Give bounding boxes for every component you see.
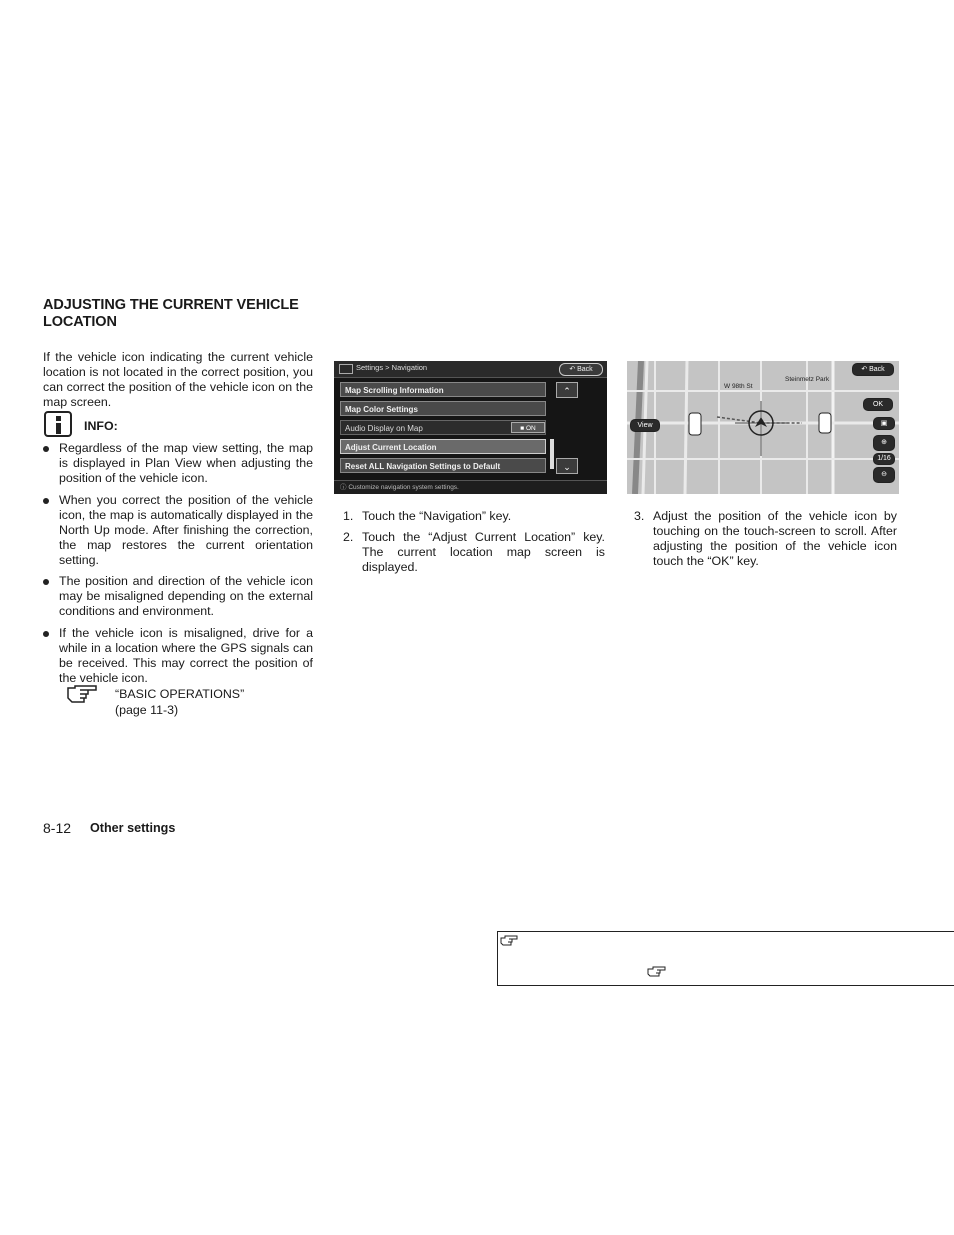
bullet-text: If the vehicle icon is misaligned, drive for a while in a location where the GPS signals can be received. This may correct the position of the vehicle icon.: [59, 626, 313, 685]
info-bullet: [43, 574, 313, 619]
bullet-text: Regardless of the map view setting, the map is displayed in Plan View when adjusting the position of the vehicle icon.: [59, 441, 313, 485]
step-item: [343, 530, 605, 575]
scale-label: 1/16: [873, 453, 895, 465]
zoom-out-icon[interactable]: ⊖: [873, 467, 895, 483]
breadcrumb: Settings > Navigation: [356, 363, 428, 372]
page-number: 8-12: [43, 820, 72, 836]
status-bar: [334, 480, 607, 494]
adjust-location-map-screen: [627, 361, 899, 494]
menu-item-reset-navigation-settings[interactable]: Reset ALL Navigation Settings to Default: [340, 458, 546, 473]
scrollbar[interactable]: [550, 439, 554, 469]
back-label: Back: [869, 366, 885, 373]
save-icon[interactable]: ▣: [873, 417, 895, 430]
reference-box: [497, 931, 954, 986]
zoom-in-icon[interactable]: ⊕: [873, 435, 895, 451]
reference-title: “BASIC OPERATIONS”: [115, 687, 245, 701]
bullet-text: The position and direction of the vehicle icon may be misaligned depending on the external conditions and environment.: [59, 574, 313, 618]
info-bullet: [43, 626, 313, 686]
info-bullet: [43, 493, 313, 568]
back-label: Back: [577, 366, 593, 373]
bullet-dot: [43, 446, 49, 452]
info-label: INFO:: [84, 419, 118, 433]
menu-icon[interactable]: [339, 364, 353, 374]
step-number: 1.: [343, 509, 354, 523]
step-text: Adjust the position of the vehicle icon by touching on the touch-screen to scroll. After adjusting the position of the vehicle icon touch the “OK” key.: [653, 509, 897, 568]
info-icon: [44, 411, 72, 437]
step-text: Touch the “Navigation” key.: [362, 509, 512, 523]
reference-link[interactable]: [115, 686, 244, 718]
info-small-icon: ⓘ: [340, 484, 349, 491]
park-label: Steinmetz Park: [785, 376, 830, 383]
menu-item-map-scrolling-information[interactable]: Map Scrolling Information: [340, 382, 546, 397]
settings-navigation-screen: [334, 361, 607, 494]
audio-display-toggle[interactable]: ■ ON: [511, 422, 545, 433]
bullet-dot: [43, 579, 49, 585]
step-number: 2.: [343, 530, 354, 544]
scroll-up-icon[interactable]: ⌃: [556, 382, 578, 398]
map-canvas[interactable]: [627, 361, 899, 494]
screen-header: [334, 361, 607, 378]
step-item: [634, 509, 897, 569]
ok-button[interactable]: OK: [863, 398, 893, 411]
status-text: Customize navigation system settings.: [348, 484, 459, 491]
toggle-label: ON: [525, 425, 536, 432]
bullet-dot: [43, 631, 49, 637]
menu-item-map-color-settings[interactable]: Map Color Settings: [340, 401, 546, 416]
pointing-hand-icon: [500, 935, 518, 947]
view-button[interactable]: View: [630, 419, 660, 432]
menu-item-label: Audio Display on Map: [345, 424, 423, 433]
bullet-text: When you correct the position of the vehicle icon, the map is automatically displayed in the North Up mode. After finishing the correction, the map restores the current orientation setting.: [59, 493, 313, 567]
pointing-hand-icon: [647, 966, 666, 978]
menu-item-adjust-current-location[interactable]: Adjust Current Location: [340, 439, 546, 454]
chapter-label: Other settings: [90, 821, 176, 835]
section-title: ADJUSTING THE CURRENT VEHICLE LOCATION: [43, 297, 299, 330]
bullet-dot: [43, 498, 49, 504]
street-label: W 98th St: [724, 383, 753, 390]
step-item: [343, 509, 605, 524]
back-button[interactable]: ↶ Back: [852, 363, 894, 376]
back-button[interactable]: ↶ Back: [559, 363, 603, 376]
reference-page: (page 11-3): [115, 703, 179, 717]
pointing-hand-icon: [66, 684, 100, 704]
intro-paragraph: If the vehicle icon indicating the current vehicle location is not located in the correct position, you can correct the position of the vehicle icon on the map screen.: [43, 350, 313, 409]
step-number: 3.: [634, 509, 645, 523]
step-text: Touch the “Adjust Current Location” key. The current location map screen is displayed.: [362, 530, 605, 574]
info-bullet: [43, 441, 313, 486]
scroll-down-icon[interactable]: ⌄: [556, 458, 578, 474]
menu-item-audio-display-on-map[interactable]: [340, 420, 546, 435]
